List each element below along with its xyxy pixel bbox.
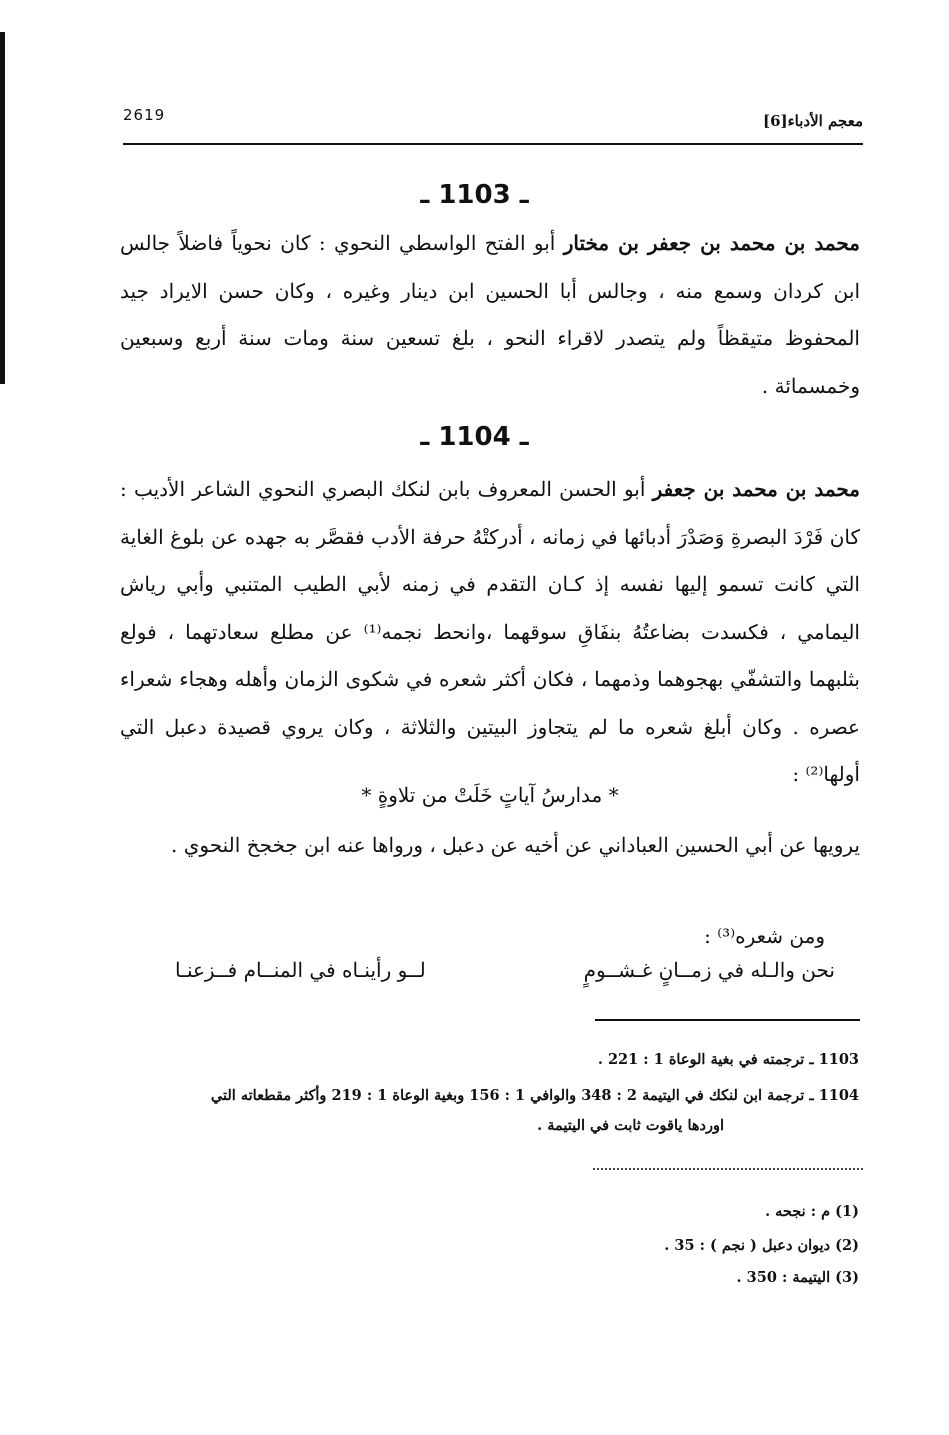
page-number: 2619	[123, 106, 166, 124]
entry-number: ـ 1104 ـ	[420, 422, 529, 452]
header-rule	[123, 143, 863, 145]
footnote: (2) ديوان دعبل ( نجم ) : 35 .	[664, 1237, 859, 1254]
entry-paragraph: يرويها عن أبي الحسين العباداني عن أخيه عن دعبل ، ورواها عنه ابن جخجخ النحوي .	[171, 833, 860, 857]
quoted-hemistich: * مدارسُ آياتٍ خَلَتْ من تلاوةٍ *	[361, 783, 619, 807]
verse-second-hemistich: لــو رأينـاه في المنــام فــزعنـا	[175, 958, 426, 982]
source-note: 1103 ـ ترجمته في بغية الوعاة 1 : 221 .	[597, 1051, 859, 1068]
entry-name: محمد بن محمد بن جعفر	[652, 477, 861, 501]
page-header	[123, 106, 863, 136]
entry-number: ـ 1103 ـ	[420, 180, 529, 210]
entry-text: أبو الفتح الواسطي النحوي : كان نحوياً فاضلاً جالس ابن كردان وسمع منه ، وجالس أبا الحسين ابن دينار وغيره ، وكان حسن الايراد جيد المحفوظ متيقظاً ولم يتصدر لاقراء النحو ، بلغ تسعين سنة ومات سنة أربع وسبعين وخمسمائة .	[120, 231, 860, 398]
entry-paragraph	[120, 220, 860, 410]
running-title: معجم الأدباء[6]	[762, 112, 863, 130]
verse-first-hemistich: نحن والـله في زمــانٍ غـشــومٍ	[583, 958, 835, 982]
footnote: (1) م : نجحه .	[765, 1203, 859, 1220]
footnote: (3) اليتيمة : 350 .	[736, 1269, 859, 1286]
entry-text: أبو الحسن المعروف بابن لنكك البصري النحوي الشاعر الأديب : كان فَرْدَ البصرةِ وَصَدْرَ أدبائها في زمانه ، أدركتْهُ حرفة الأدب فقصَّر به جهده عن بلوغ الغاية التي كانت تسمو إليها نفسه إذ كـان التقدم في زمنه لأبي الطيب المتنبي وأبي رياش اليمامي ، فكسدت بضاعتُهُ بنفَاقِ سوقهما ،وانحط نجمه⁽¹⁾ عن مطلع سعادتهما ، فولع بثلبهما والتشفّي بهجوهما وذمهما ، فكان أكثر شعره في شكوى الزمان وأهله وهجاء شعراء عصره . وكان أبلغ شعره ما لم يتجاوز البيتين والثلاثة ، وكان يروي قصيدة دعبل التي أولها⁽²⁾ :	[120, 477, 860, 786]
source-note: 1104 ـ ترجمة ابن لنكك في اليتيمة 2 : 348 والوافي 1 : 156 وبغية الوعاة 1 : 219 وأكثر مقطعاته التي	[210, 1087, 859, 1104]
footnote-rule	[595, 1019, 860, 1021]
poem-verse	[175, 958, 835, 998]
entry-name: محمد بن محمد بن جعفر بن مختار	[563, 231, 861, 255]
footnote-divider	[593, 1168, 863, 1170]
source-note: اوردها ياقوت ثابت في اليتيمة .	[537, 1117, 724, 1134]
entry-paragraph	[120, 466, 860, 799]
poem-intro: ومن شعره⁽³⁾ :	[704, 924, 825, 948]
